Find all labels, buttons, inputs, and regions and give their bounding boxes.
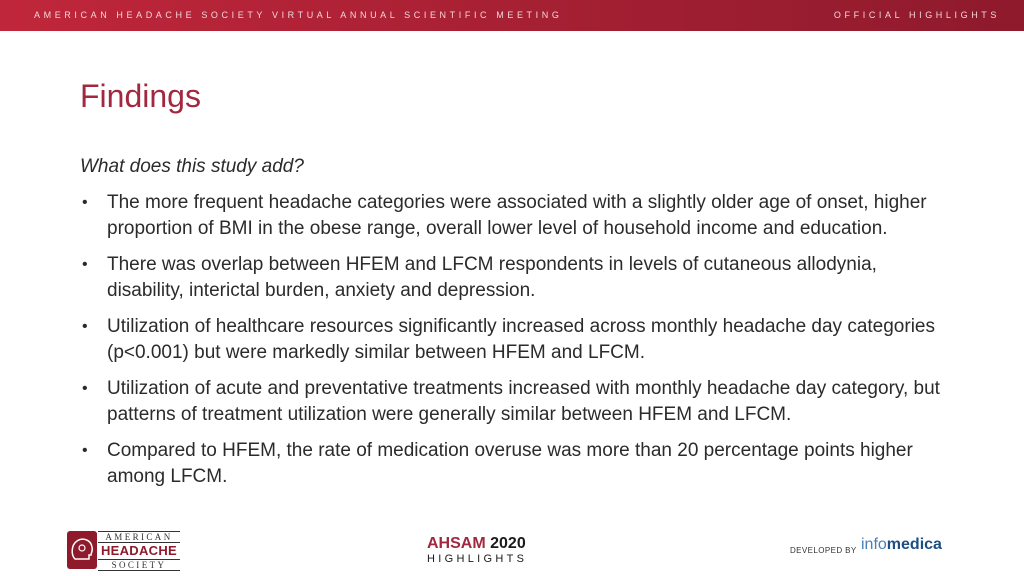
infomedica-info: info [861,536,887,553]
american-headache-society-logo [67,531,179,569]
list-item [80,314,950,365]
subheading: What does this study add? [80,156,304,177]
findings-list [80,190,950,489]
list-item [80,376,950,427]
bullet-text: There was overlap between HFEM and LFCM respondents in levels of cutaneous allodynia, disability, interictal burden, anxiety and depression. [107,254,877,301]
page-title: Findings [80,78,201,114]
header-meeting-title: AMERICAN HEADACHE SOCIETY VIRTUAL ANNUAL SCIENTIFIC MEETING [34,10,563,20]
aha-line-american: AMERICAN [98,531,180,543]
bullet-text: Utilization of acute and preventative treatments increased with monthly headache day category, but patterns of treatment utilization were generally similar between HFEM and LFCM. [107,378,940,425]
ahsam-year: 2020 [490,535,526,552]
bullet-icon: • [82,318,88,335]
slide-content [80,156,950,500]
list-item [80,252,950,303]
infomedica-medica: medica [886,536,942,553]
aha-line-society: SOCIETY [98,559,180,571]
ahsam-2020-logo [427,535,557,566]
ahsam-highlights: HIGHLIGHTS [427,553,528,565]
developed-by-label: DEVELOPED BY [790,546,857,555]
aha-line-headache: HEADACHE [100,543,178,558]
bullet-icon: • [82,442,88,459]
header-official-highlights: OFFICIAL HIGHLIGHTS [833,10,1000,20]
aha-wordmark [98,531,180,569]
ahsam-word: AHSAM [427,535,486,552]
bullet-text: The more frequent headache categories were associated with a slightly older age of onset, higher proportion of BMI in the obese range, overall lower level of household income and education. [107,192,927,239]
list-item [80,190,950,241]
bullet-text: Utilization of healthcare resources significantly increased across monthly headache day categories (p<0.001) but were markedly similar between HFEM and LFCM. [107,316,935,363]
list-item [80,438,950,489]
header-bar [0,0,1024,31]
infomedica-logo [861,536,942,554]
bullet-icon: • [82,194,88,211]
bullet-icon: • [82,256,88,273]
aha-head-icon [67,531,97,569]
bullet-text: Compared to HFEM, the rate of medication overuse was more than 20 percentage points higher among LFCM. [107,440,913,487]
bullet-icon: • [82,380,88,397]
